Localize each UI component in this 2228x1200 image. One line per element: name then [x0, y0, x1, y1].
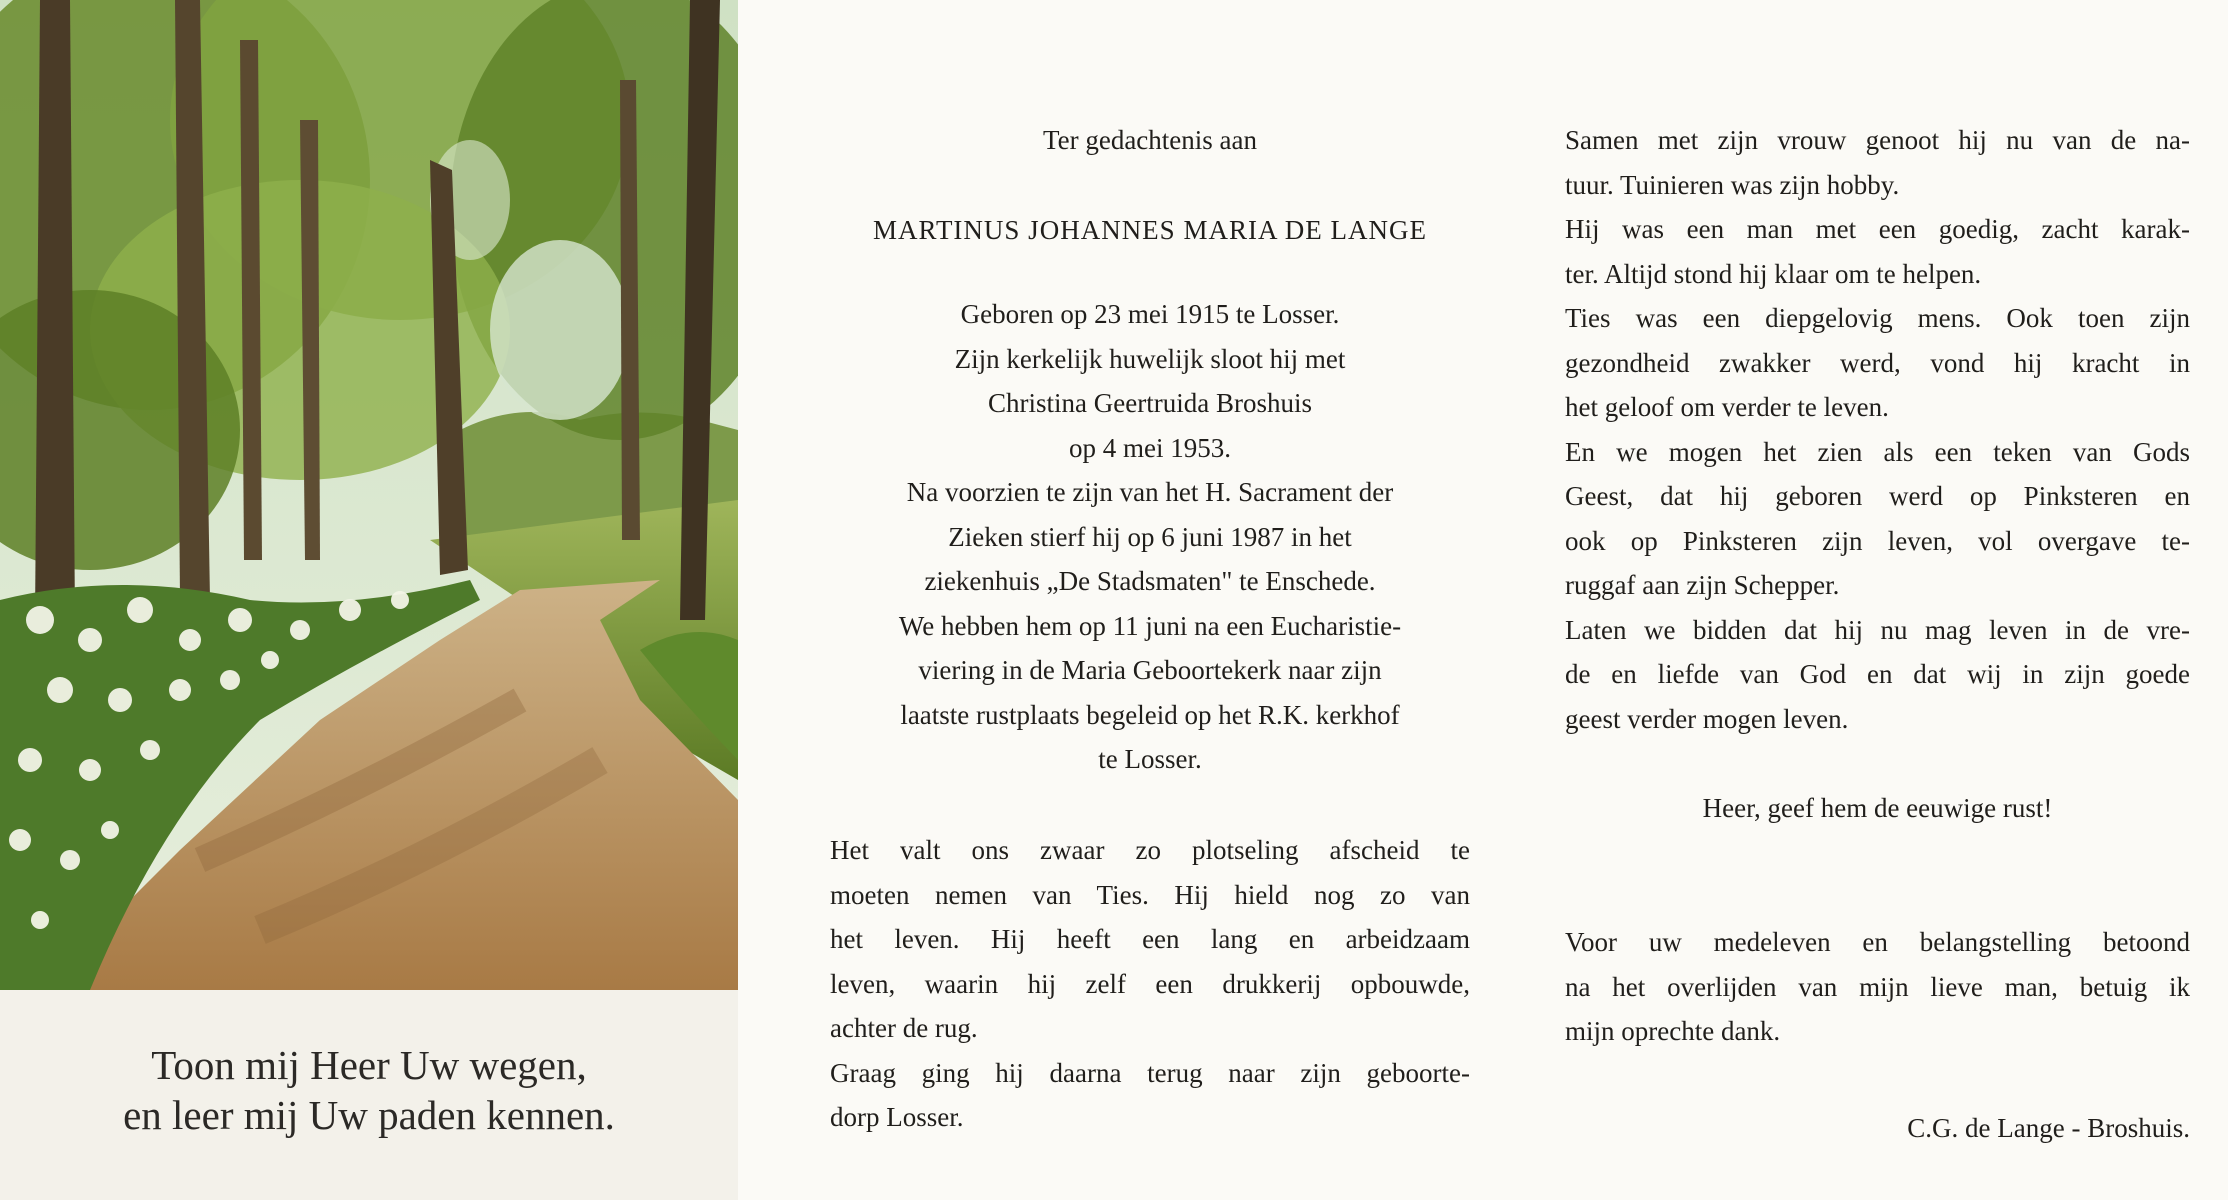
tribute-line: Graag ging hij daarna terug naar zijn geboorte- [830, 1057, 1470, 1088]
tribute-line: achter de rug. [830, 1013, 978, 1043]
bio-line: op 4 mei 1953. [1069, 432, 1231, 463]
bio-line: Zijn kerkelijk huwelijk sloot hij met [954, 343, 1346, 374]
tribute-line: het leven. Hij heeft een lang en arbeidzaam [830, 924, 1470, 954]
prayer-line: Heer, geef hem de eeuwige rust! [1702, 793, 2053, 823]
bio-line: laatste rustplaats begeleid op het R.K. kerkhof [900, 699, 1400, 730]
memorial-page [830, 0, 1470, 1200]
bio-line: te Losser. [1098, 744, 1202, 774]
bio-line: We hebben hem op 11 juni na een Eucharistie- [898, 610, 1402, 641]
thanks-line: Voor uw medeleven en belangstelling betoond [1565, 927, 2190, 957]
card-caption [0, 1040, 738, 1140]
reflection-line: Hij was een man met een goedig, zacht karak- [1565, 214, 2190, 244]
signature: C.G. de Lange - Broshuis. [1907, 1113, 2190, 1143]
caption-line: Toon mij Heer Uw wegen, [151, 1042, 587, 1088]
bio-line: viering in de Maria Geboortekerk naar zijn [918, 655, 1382, 685]
reflection-line: de en liefde van God en dat wij in zijn goede [1565, 659, 2190, 689]
thanks-paragraph [1565, 920, 2190, 1054]
reflection-line: Geest, dat hij geboren werd op Pinksteren en [1565, 481, 2190, 511]
bio-line: Zieken stierf hij op 6 juni 1987 in het [948, 521, 1352, 552]
reflection-line: ruggaf aan zijn Schepper. [1565, 570, 1840, 600]
reflection-page [1565, 0, 2190, 1200]
tribute-paragraph [830, 828, 1470, 1140]
caption-line: en leer mij Uw paden kennen. [123, 1092, 615, 1138]
memorial-heading: Ter gedachtenis aan [1043, 125, 1257, 155]
reflection-line: Samen met zijn vrouw genoot hij nu van de na- [1565, 125, 2190, 155]
reflection-line: tuur. Tuinieren was zijn hobby. [1565, 169, 1900, 200]
reflection-line: En we mogen het zien als een teken van Gods [1565, 436, 2190, 467]
tree-lined-path-illustration [0, 0, 738, 990]
reflection-line: het geloof om verder te leven. [1565, 392, 1889, 422]
reflection-line: geest verder mogen leven. [1565, 703, 1849, 734]
tribute-line: moeten nemen van Ties. Hij hield nog zo van [830, 879, 1470, 910]
bio-line: Christina Geertruida Broshuis [988, 388, 1312, 418]
reflection-line: Ties was een diepgelovig mens. Ook toen zijn [1565, 303, 2190, 333]
tribute-line: leven, waarin hij zelf een drukkerij opbouwde, [830, 968, 1470, 999]
deceased-name: MARTINUS JOHANNES MARIA DE LANGE [873, 215, 1427, 245]
reflection-line: Laten we bidden dat hij nu mag leven in de vre- [1565, 614, 2190, 645]
bio-line: Na voorzien te zijn van het H. Sacrament der [906, 477, 1394, 507]
landscape-photo [0, 0, 738, 990]
bio-line: ziekenhuis „De Stadsmaten" te Enschede. [924, 566, 1376, 596]
prayer-card-front [0, 0, 738, 1200]
reflection-line: ook op Pinksteren zijn leven, vol overgave te- [1565, 525, 2190, 556]
reflection-paragraph [1565, 118, 2190, 741]
biography [830, 292, 1470, 782]
reflection-line: gezondheid zwakker werd, vond hij kracht in [1565, 347, 2190, 378]
thanks-line: na het overlijden van mijn lieve man, betuig ik [1565, 971, 2190, 1002]
thanks-line: mijn oprechte dank. [1565, 1016, 1781, 1046]
tribute-line: dorp Losser. [830, 1102, 964, 1132]
bio-line: Geboren op 23 mei 1915 te Losser. [960, 299, 1340, 329]
tribute-line: Het valt ons zwaar zo plotseling afscheid te [830, 835, 1470, 865]
reflection-line: ter. Altijd stond hij klaar om te helpen. [1565, 258, 1982, 289]
